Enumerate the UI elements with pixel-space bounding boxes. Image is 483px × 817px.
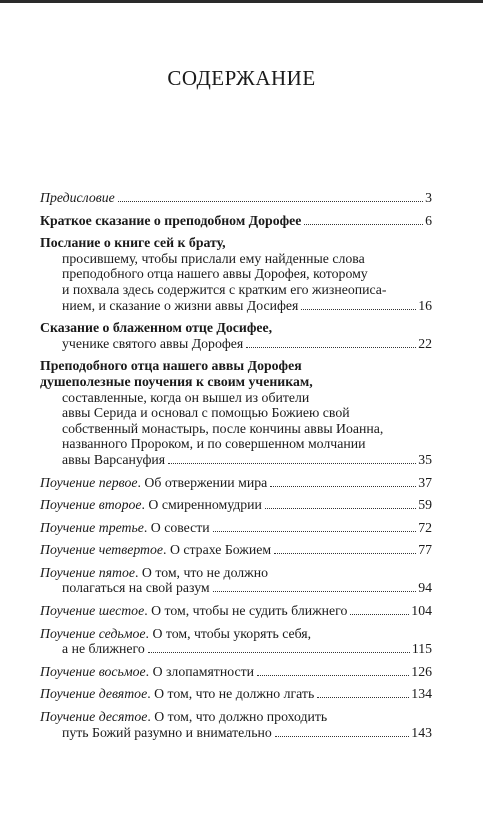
toc-entry-epistle[interactable] xyxy=(40,235,432,313)
toc-entry-heading: Преподобного отца нашего аввы Дорофея xyxy=(40,358,302,374)
toc-entry-teaching-4[interactable] xyxy=(40,542,432,558)
toc-entry-label: Поучение второе xyxy=(40,497,142,513)
page-number: 115 xyxy=(411,641,432,657)
toc-entry-title: . О смиренномудрии xyxy=(141,497,262,513)
toc-entry-line: полагаться на свой разум xyxy=(62,580,210,596)
toc-entry-title: . О совести xyxy=(143,519,210,535)
toc-entry-label: Поучение шестое xyxy=(40,603,145,619)
page-top-edge xyxy=(0,0,483,3)
toc-entry-teaching-2[interactable] xyxy=(40,497,432,513)
leader-dots xyxy=(350,614,409,615)
toc-entry-label: Поучение девятое xyxy=(40,686,148,702)
toc-entry-title: . О том, чтобы не судить ближнего xyxy=(144,603,348,619)
leader-dots xyxy=(270,486,416,487)
toc-entry-label: Поучение третье xyxy=(40,519,144,535)
toc-entry-label: Поучение десятое xyxy=(40,709,148,725)
page-number: 134 xyxy=(411,686,432,702)
leader-dots xyxy=(168,463,416,464)
leader-dots xyxy=(213,531,417,532)
toc-entry-short-tale[interactable] xyxy=(40,213,432,229)
toc-entry-label: Поучение восьмое xyxy=(40,663,146,679)
table-of-contents xyxy=(40,190,432,747)
toc-entry-title: . О страхе Божием xyxy=(163,542,272,558)
toc-entry-line: а не ближнего xyxy=(62,641,145,657)
toc-entry-line: преподобного отца нашего аввы Дорофея, которому xyxy=(62,266,368,282)
page-number: 37 xyxy=(418,474,432,490)
page-title: СОДЕРЖАНИЕ xyxy=(167,66,316,91)
leader-dots xyxy=(213,591,417,592)
toc-entry-teaching-5[interactable] xyxy=(40,565,432,596)
page-number: 126 xyxy=(411,663,432,679)
leader-dots xyxy=(148,652,410,653)
page-number: 16 xyxy=(418,297,432,313)
page-number: 3 xyxy=(425,190,432,205)
toc-entry-line: нием, и сказание о жизни аввы Досифея xyxy=(62,297,299,313)
toc-entry-line: просившему, чтобы прислали ему найденные слова xyxy=(62,250,365,266)
leader-dots xyxy=(265,508,416,509)
toc-entry-teaching-6[interactable] xyxy=(40,603,432,619)
page-number: 59 xyxy=(418,497,432,513)
leader-dots xyxy=(304,224,423,225)
page-number: 94 xyxy=(418,580,432,596)
toc-entry-label: Поучение пятое xyxy=(40,564,136,580)
toc-entry-teaching-1[interactable] xyxy=(40,475,432,491)
toc-entry-line: собственный монастырь, после кончины аввы Иоанна, xyxy=(62,420,384,436)
leader-dots xyxy=(274,553,416,554)
leader-dots xyxy=(257,675,409,676)
toc-entry-title: . О том, что не должно xyxy=(135,564,268,580)
toc-entry-teaching-3[interactable] xyxy=(40,520,432,536)
toc-entry-title: . О том, чтобы укорять себя, xyxy=(145,625,312,641)
toc-entry-line: и похвала здесь содержится с кратким его жизнеописа- xyxy=(62,281,387,297)
page-number: 143 xyxy=(411,724,432,740)
toc-entry-title: Краткое сказание о преподобном Дорофее xyxy=(40,212,302,228)
toc-entry-dosithey[interactable] xyxy=(40,320,432,351)
toc-entry-title: Предисловие xyxy=(40,190,115,205)
toc-entry-label: Поучение первое xyxy=(40,474,138,490)
toc-entry-preface[interactable] xyxy=(40,190,432,206)
toc-entry-heading: Послание о книге сей к брату, xyxy=(40,235,226,251)
toc-entry-line: путь Божий разумно и внимательно xyxy=(62,724,272,740)
page-number: 35 xyxy=(418,451,432,467)
toc-entry-heading: Сказание о блаженном отце Досифее, xyxy=(40,320,273,336)
page-number: 6 xyxy=(425,212,432,228)
toc-entry-heading: душеполезные поучения к своим ученикам, xyxy=(40,373,313,389)
toc-entry-teaching-10[interactable] xyxy=(40,709,432,740)
toc-entry-title: . О злопамятности xyxy=(145,663,254,679)
leader-dots xyxy=(118,201,423,202)
page-number: 104 xyxy=(411,603,432,619)
toc-entry-teaching-8[interactable] xyxy=(40,664,432,680)
toc-entry-line: аввы Серида и основал с помощью Божиею свой xyxy=(62,405,350,421)
toc-entry-line: ученике святого аввы Дорофея xyxy=(62,335,244,351)
toc-entry-label: Поучение седьмое xyxy=(40,625,146,641)
toc-entry-line: аввы Варсануфия xyxy=(62,451,166,467)
leader-dots xyxy=(317,697,409,698)
toc-entry-line: названного Пророком, и по совершенном молчании xyxy=(62,436,366,452)
toc-entry-line: составленные, когда он вышел из обители xyxy=(62,389,310,405)
page-number: 77 xyxy=(418,542,432,558)
leader-dots xyxy=(246,347,416,348)
leader-dots xyxy=(301,309,416,310)
toc-entry-teaching-9[interactable] xyxy=(40,686,432,702)
toc-entry-teaching-7[interactable] xyxy=(40,626,432,657)
page-number: 72 xyxy=(418,519,432,535)
toc-entry-title: . О том, что не должно лгать xyxy=(147,686,315,702)
toc-entry-teachings[interactable] xyxy=(40,358,432,467)
leader-dots xyxy=(275,736,410,737)
page-number: 22 xyxy=(418,335,432,351)
toc-entry-title: . Об отвержении мира xyxy=(137,474,268,490)
toc-entry-title: . О том, что должно проходить xyxy=(147,709,328,725)
toc-entry-label: Поучение четвертое xyxy=(40,542,164,558)
